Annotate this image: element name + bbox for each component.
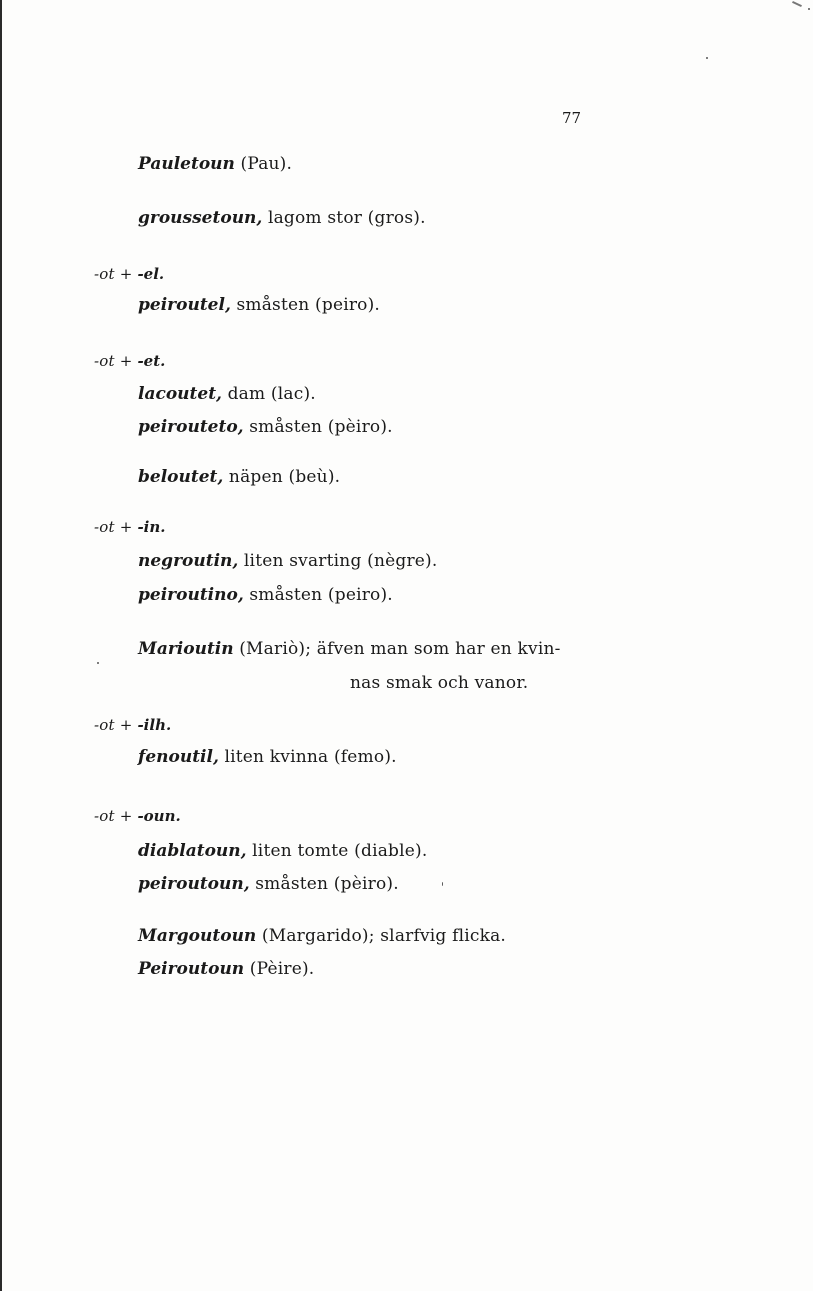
scan-speck	[442, 882, 443, 886]
section-heading-et	[94, 350, 165, 372]
gloss: nas smak och vanor.	[350, 673, 529, 693]
section-heading-in	[94, 516, 166, 538]
suffix-b: -el.	[137, 265, 165, 283]
scan-speck	[808, 8, 810, 10]
entry-peirouteto	[138, 416, 393, 438]
plus-sign: +	[114, 352, 138, 370]
headword: Pauletoun	[138, 154, 235, 174]
gloss: småsten (pèiro).	[249, 874, 399, 894]
headword: beloutet,	[138, 467, 224, 487]
headword: peiroutel,	[138, 295, 231, 315]
headword: Peiroutoun	[138, 959, 245, 979]
entry-fenoutil	[138, 746, 397, 768]
entry-groussetoun	[138, 207, 426, 229]
headword: peirouteto,	[138, 417, 244, 437]
gloss: liten svarting (nègre).	[238, 551, 438, 571]
entry-marioutin	[138, 638, 561, 660]
plus-sign: +	[114, 716, 138, 734]
entry-peiroutel	[138, 294, 380, 316]
page-number: 77	[562, 109, 582, 127]
suffix-b: -et.	[137, 352, 166, 370]
suffix-b: -oun.	[137, 807, 181, 825]
gloss: liten kvinna (femo).	[218, 747, 397, 767]
entry-marioutin-continued	[350, 672, 528, 694]
gloss: (Pau).	[234, 154, 293, 174]
entry-margoutoun	[138, 925, 506, 947]
entry-peiroutoun-name	[138, 958, 314, 980]
gloss: småsten (pèiro).	[243, 417, 393, 437]
headword: fenoutil,	[138, 747, 219, 767]
plus-sign: +	[114, 518, 138, 536]
gloss: småsten (peiro).	[230, 295, 381, 315]
suffix-a: -ot	[94, 518, 115, 536]
section-heading-el	[94, 263, 164, 285]
headword: Marioutin	[138, 639, 234, 659]
suffix-a: -ot	[94, 807, 115, 825]
suffix-a: -ot	[94, 716, 115, 734]
entry-diablatoun	[138, 840, 427, 862]
scan-speck	[706, 57, 708, 59]
section-heading-ilh	[94, 714, 171, 736]
plus-sign: +	[114, 265, 138, 283]
headword: peiroutino,	[138, 585, 244, 605]
gloss: (Mariò); äfven man som har en kvin-	[233, 639, 561, 659]
section-heading-oun	[94, 805, 181, 827]
scan-mark	[792, 1, 802, 7]
gloss: (Pèire).	[244, 959, 315, 979]
gloss: liten tomte (diable).	[246, 841, 428, 861]
suffix-b: -ilh.	[137, 716, 172, 734]
headword: diablatoun,	[138, 841, 247, 861]
gloss: (Margarido); slarfvig flicka.	[256, 926, 507, 946]
suffix-a: -ot	[94, 352, 115, 370]
scan-speck	[97, 662, 99, 664]
gloss: näpen (beù).	[223, 467, 341, 487]
entry-peiroutino	[138, 584, 393, 606]
headword: groussetoun,	[138, 208, 263, 228]
entry-negroutin	[138, 550, 437, 572]
entry-pauletoun	[138, 153, 292, 175]
gloss: dam (lac).	[221, 384, 316, 404]
entry-peiroutoun	[138, 873, 399, 895]
gloss: lagom stor (gros).	[262, 208, 426, 228]
entry-beloutet	[138, 466, 340, 488]
plus-sign: +	[114, 807, 138, 825]
gloss: småsten (peiro).	[243, 585, 393, 605]
suffix-a: -ot	[94, 265, 115, 283]
headword: Margoutoun	[138, 926, 257, 946]
entry-lacoutet	[138, 383, 316, 405]
headword: peiroutoun,	[138, 874, 250, 894]
headword: negroutin,	[138, 551, 239, 571]
suffix-b: -in.	[137, 518, 166, 536]
headword: lacoutet,	[138, 384, 222, 404]
